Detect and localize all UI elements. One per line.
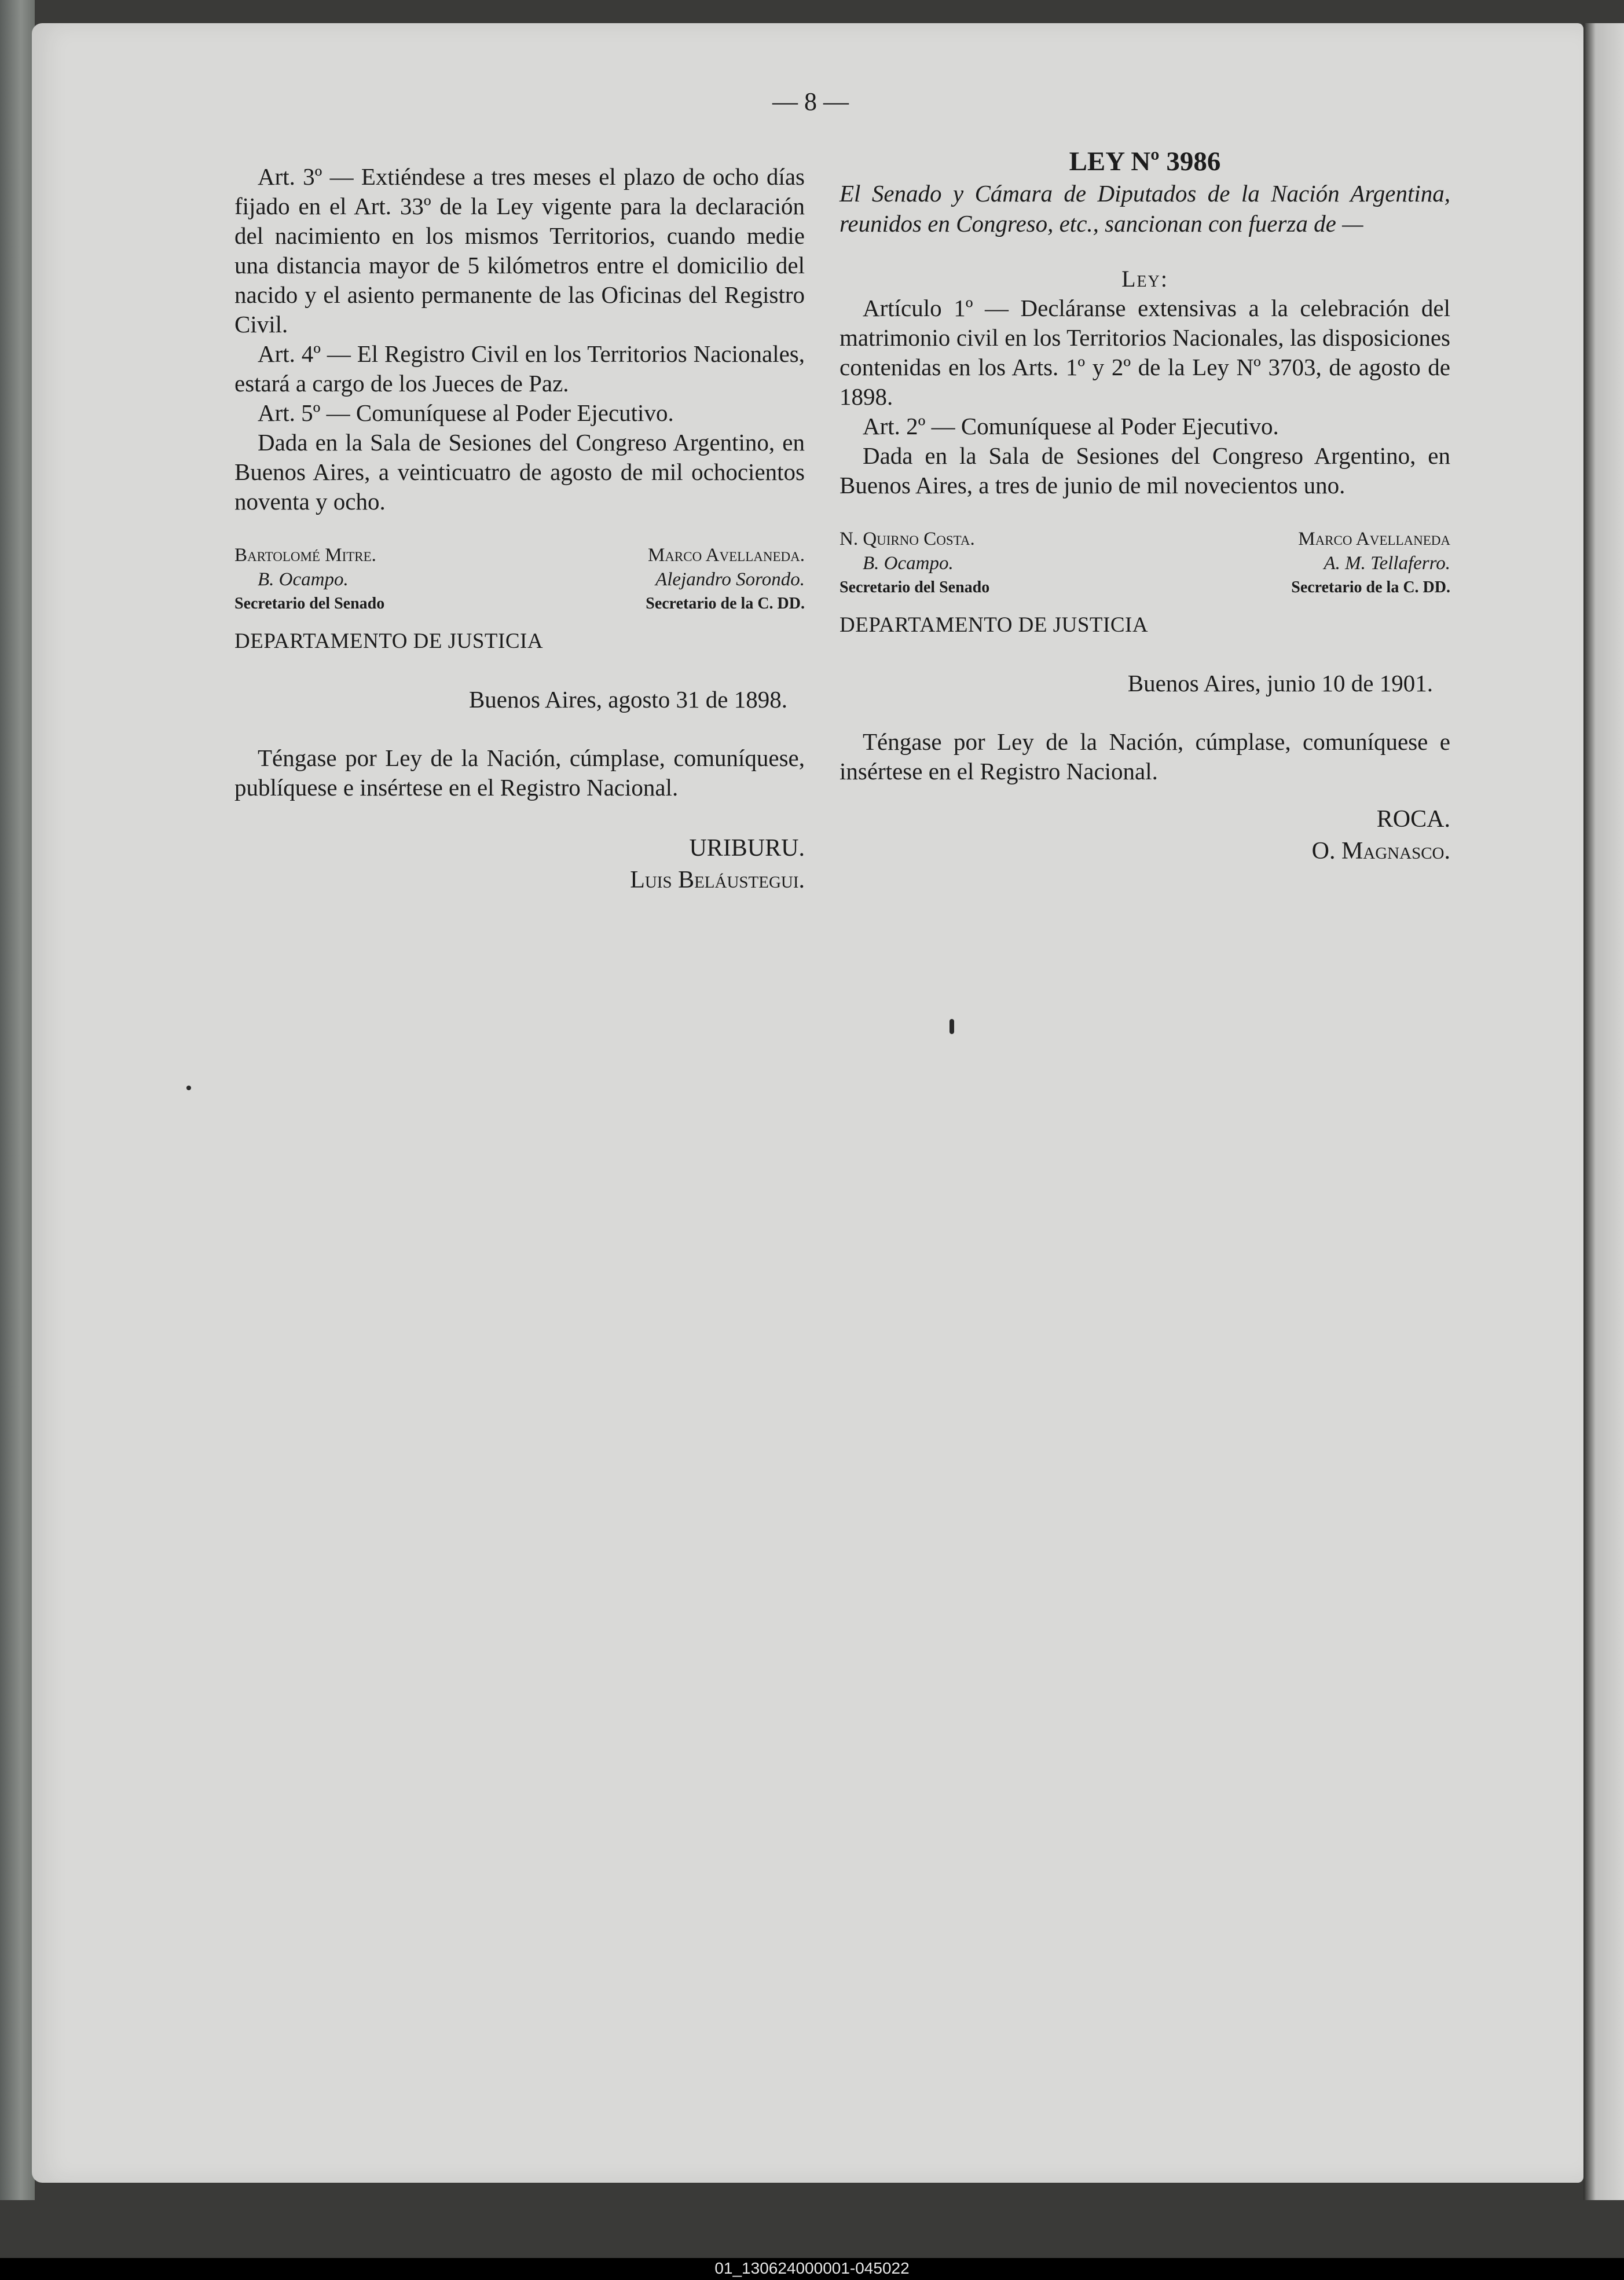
senate-secretary-role: Secretario del Senado: [840, 578, 990, 596]
ink-speck: [950, 1019, 954, 1034]
article-4: Art. 4º — El Registro Civil en los Territorios Nacionales, estará a cargo de los Jueces de Paz.: [234, 340, 805, 397]
department-heading: DEPARTAMENTO DE JUSTICIA: [234, 629, 544, 653]
deputies-secretary-role: Secretario de la C. DD.: [646, 595, 805, 613]
book-binding: [0, 0, 35, 2200]
senate-secretary: B. Ocampo.: [863, 553, 954, 574]
law-enacting-formula: El Senado y Cámara de Diputados de la Nación Argentina, reunidos en Congreso, etc., sancionan con fuerza de —: [840, 180, 1450, 237]
signer-president: ROCA.: [1376, 806, 1450, 833]
deputies-secretary: Alejandro Sorondo.: [655, 569, 805, 590]
article-1: Artículo 1º — Decláranse extensivas a la celebración del matrimonio civil en los Territorios Nacionales, las disposiciones contenidas en los Arts. 1º y 2º de la Ley Nº 3703, de agosto de 1898.: [840, 295, 1450, 410]
deputies-president: Marco Avellaneda: [1298, 529, 1450, 549]
article-5: Art. 5º — Comuníquese al Poder Ejecutivo.: [258, 399, 674, 426]
decree-date: Buenos Aires, junio 10 de 1901.: [1127, 670, 1433, 697]
decree-text: Téngase por Ley de la Nación, cúmplase, comuníquese, publíquese e insértese en el Registro Nacional.: [234, 745, 805, 801]
deputies-secretary: A. M. Tellaferro.: [1324, 553, 1450, 574]
signer-minister: Luis Beláustegui.: [630, 867, 805, 893]
executive-signers: [840, 804, 1450, 867]
congress-signatures: [234, 543, 805, 616]
ink-dot: [186, 1086, 191, 1090]
ley-label: Ley:: [1121, 266, 1168, 292]
department-heading: DEPARTAMENTO DE JUSTICIA: [840, 613, 1149, 637]
executive-signers: [234, 833, 805, 896]
image-id-label: 01_130624000001-045022: [714, 2259, 910, 2277]
deputies-signature: [1291, 527, 1450, 600]
article-2: Art. 2º — Comuníquese al Poder Ejecutivo.: [863, 413, 1279, 439]
sanction-text: Dada en la Sala de Sesiones del Congreso Argentino, en Buenos Aires, a tres de junio de mil novecientos uno.: [840, 442, 1450, 498]
senate-president: Bartolomé Mitre.: [234, 545, 376, 566]
sanction-text: Dada en la Sala de Sesiones del Congreso Argentino, en Buenos Aires, a veinticuatro de agosto de mil ochocientos noventa y ocho.: [234, 429, 805, 515]
senate-signature: [840, 527, 989, 600]
senate-president: N. Quirno Costa.: [840, 529, 975, 549]
decree-text: Téngase por Ley de la Nación, cúmplase, comuníquese e insértese en el Registro Nacional.: [840, 728, 1450, 785]
deputies-signature: [646, 543, 805, 616]
deputies-secretary-role: Secretario de la C. DD.: [1291, 578, 1450, 596]
deputies-president: Marco Avellaneda.: [647, 545, 805, 566]
article-3: Art. 3º — Extiéndese a tres meses el plazo de ocho días fijado en el Art. 33º de la Ley vigente para la declaración del nacimiento en los mismos Territorios, cuando medie una distancia mayor de 5 kilómetros entre el domicilio del nacido y el asiento permanente de las Oficinas del Registro Civil.: [234, 163, 805, 338]
senate-secretary: B. Ocampo.: [258, 569, 349, 590]
signer-minister: O. Magnasco.: [1311, 838, 1450, 864]
congress-signatures: [840, 527, 1450, 600]
senate-secretary-role: Secretario del Senado: [234, 595, 385, 613]
page-number: — 8 —: [772, 87, 849, 116]
law-title: LEY Nº 3986: [1069, 146, 1221, 177]
signer-president: URIBURU.: [689, 835, 805, 862]
next-page-edge: [1583, 23, 1624, 2200]
senate-signature: [234, 543, 384, 616]
decree-date: Buenos Aires, agosto 31 de 1898.: [468, 686, 787, 713]
right-column: [840, 145, 1450, 867]
left-column: [234, 162, 805, 896]
